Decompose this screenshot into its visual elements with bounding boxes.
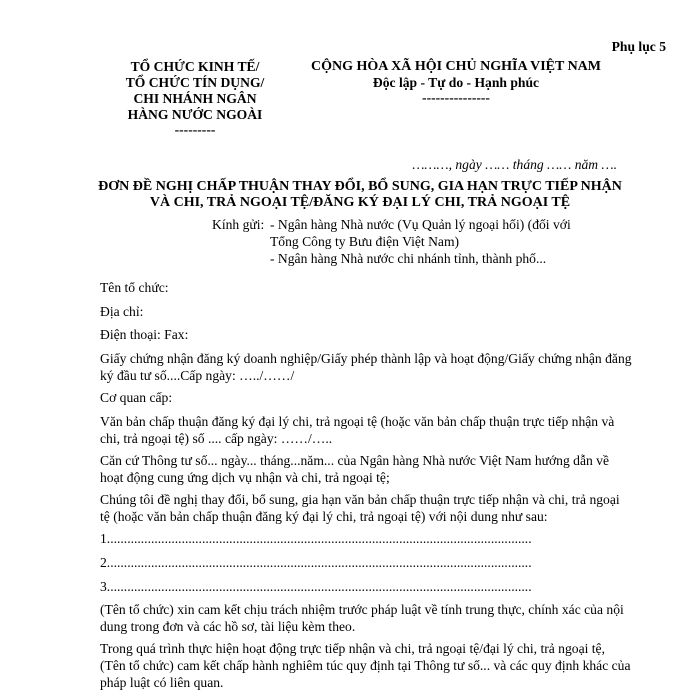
recipient-line-3: - Ngân hàng Nhà nước chi nhánh tỉnh, thành phố...: [270, 251, 547, 266]
organization-line: HÀNG NƯỚC NGOÀI: [127, 107, 263, 122]
recipient-line-1: - Ngân hàng Nhà nước (Vụ Quản lý ngoại hối) (đối với: [270, 217, 571, 232]
organization-line: TỔ CHỨC TÍN DỤNG/: [125, 75, 265, 90]
recipient-line-2: Tổng Công ty Bưu điện Việt Nam): [270, 234, 460, 249]
approval-doc-field: Văn bản chấp thuận đăng ký đại lý chi, trả ngoại tệ (hoặc văn bản chấp thuận trực tiếp nhận và chi, trả ngoại tệ) số .... cấp ngày: ……/…..: [100, 414, 615, 446]
motto-rule: ---------------: [422, 90, 490, 105]
document-title: [88, 179, 632, 211]
date-line: ………, ngày …… tháng …… năm ….: [412, 157, 617, 172]
request-paragraph: Chúng tôi đề nghị thay đổi, bổ sung, gia hạn văn bản chấp thuận trực tiếp nhận và chi, trả ngoại tệ (hoặc văn bản chấp thuận đăng ký đại lý chi, trả ngoại tệ) với nội dung như sau:: [100, 492, 620, 524]
organization-line: CHI NHÁNH NGÂN: [133, 91, 257, 106]
motto: Độc lập - Tự do - Hạnh phúc: [372, 75, 540, 90]
content-item-1: 1.............................................................................................................................: [100, 531, 532, 546]
issuer-field: Cơ quan cấp:: [100, 390, 173, 405]
title-line-1: ĐƠN ĐỀ NGHỊ CHẤP THUẬN THAY ĐỔI, BỔ SUNG, GIA HẠN TRỰC TIẾP NHẬN: [98, 179, 622, 194]
recipient-label: Kính gửi:: [212, 217, 265, 232]
compliance-paragraph: Trong quá trình thực hiện hoạt động trực tiếp nhận và chi, trả ngoại tệ/đại lý chi, trả ngoại tệ, (Tên tổ chức) cam kết chấp hành nghiêm túc quy định tại Thông tư số... và các quy định khác của pháp luật có liên quan.: [100, 641, 631, 690]
organization-header: [100, 59, 290, 137]
recipient-block: [212, 216, 612, 267]
content-item-3: 3.............................................................................................................................: [100, 579, 532, 594]
content-item-2: 2.............................................................................................................................: [100, 555, 532, 570]
title-line-2: VÀ CHI, TRẢ NGOẠI TỆ/ĐĂNG KÝ ĐẠI LÝ CHI, TRẢ NGOẠI TỆ: [149, 195, 571, 210]
address-field: Địa chỉ:: [100, 304, 144, 319]
organization-line: TỔ CHỨC KINH TẾ/: [130, 59, 260, 74]
org-name-field: Tên tổ chức:: [100, 280, 169, 295]
legal-basis-paragraph: Căn cứ Thông tư số... ngày... tháng...năm... của Ngân hàng Nhà nước Việt Nam hướng dẫn về hoạt động cung ứng dịch vụ nhận và chi, trả ngoại tệ;: [100, 453, 610, 485]
organization-rule: ---------: [174, 122, 216, 137]
commitment-paragraph: (Tên tổ chức) xin cam kết chịu trách nhiệm trước pháp luật về tính trung thực, chính xác của nội dung trong đơn và các hồ sơ, tài liệu kèm theo.: [100, 602, 624, 634]
certificate-field: Giấy chứng nhận đăng ký doanh nghiệp/Giấy phép thành lập và hoạt động/Giấy chứng nhận đăng ký đầu tư số....Cấp ngày: …../……/: [100, 351, 632, 383]
appendix-label: Phụ lục 5: [611, 39, 666, 54]
nation-header: [296, 58, 616, 105]
nation-name: CỘNG HÒA XÃ HỘI CHỦ NGHĨA VIỆT NAM: [310, 59, 601, 74]
phone-fax-field: Điện thoại: Fax:: [100, 327, 189, 342]
